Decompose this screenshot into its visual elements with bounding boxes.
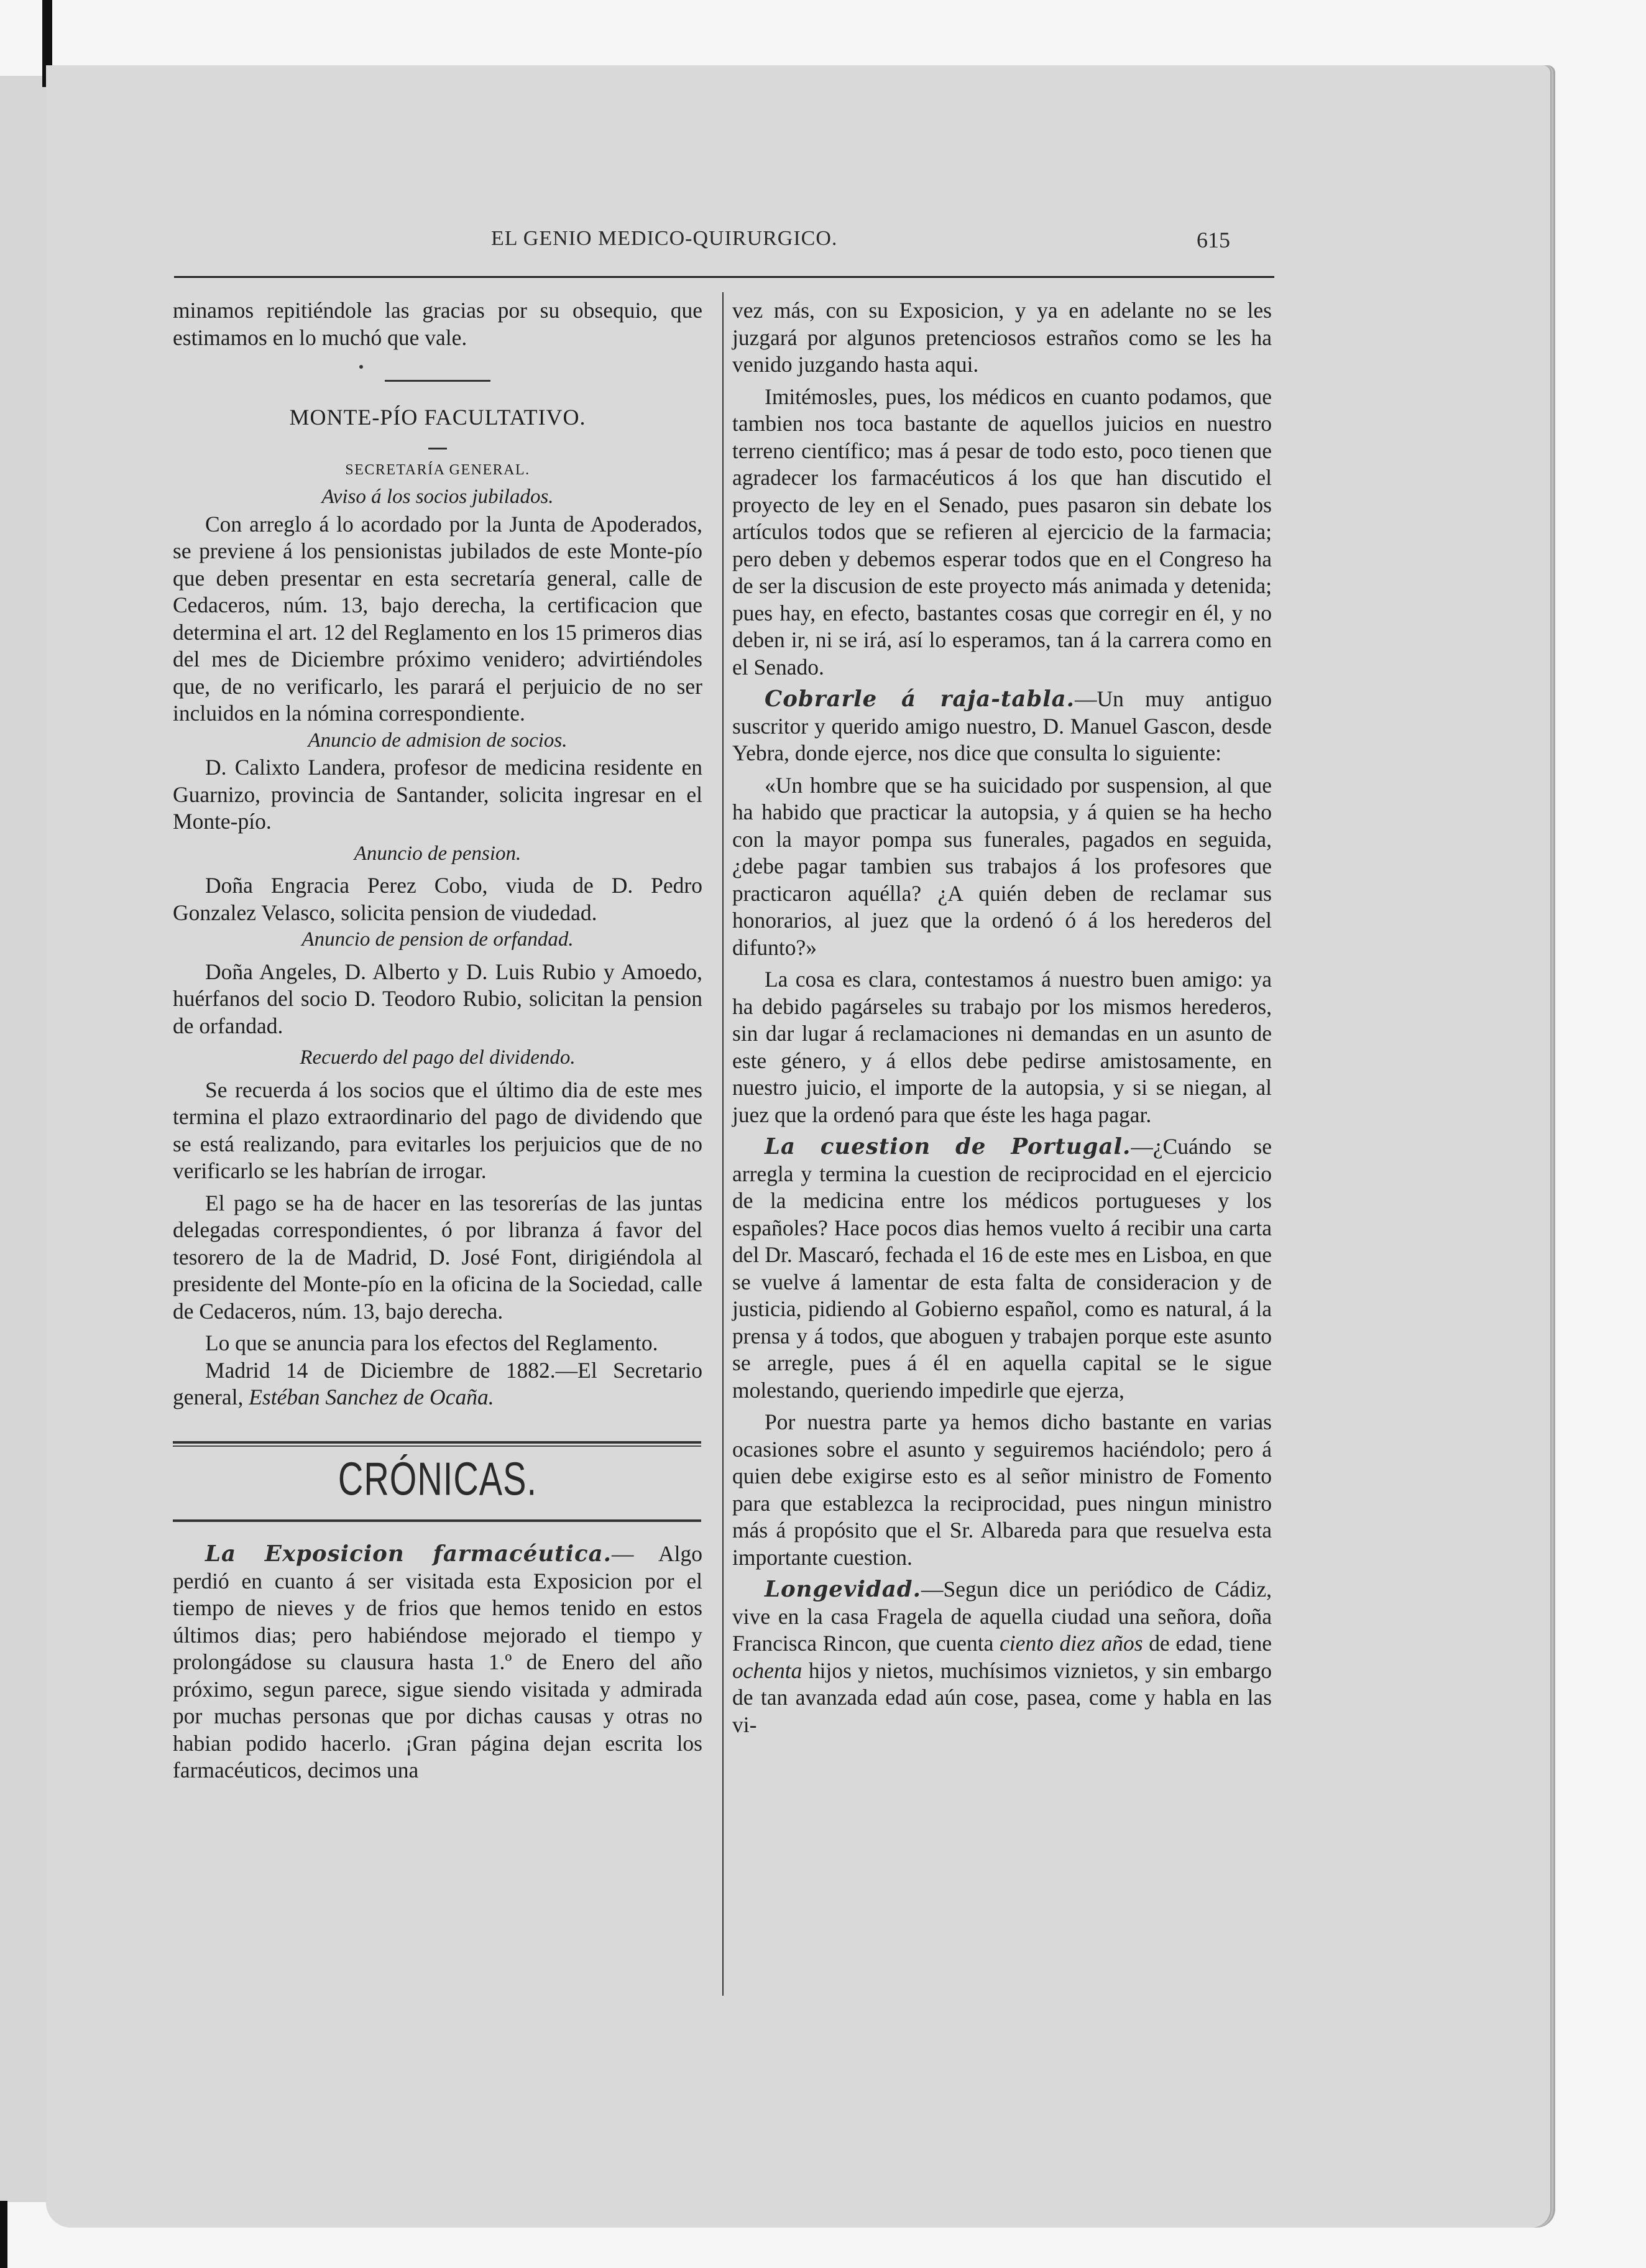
longevidad-body-2: de edad, tiene — [1143, 1631, 1272, 1656]
portugal-body: —¿Cuándo se arregla y termina la cuestion de reciprocidad en el ejercicio de la medicina entre los médicos portugueses y los españoles? Hace pocos dias hemos vuelto á recibir una carta del Dr. Mascaró, fechada el 16 de este mes en Lisboa, en que se vuelve á lamentar de esta falta de consideracion y de justicia, pidiendo al Gobierno español, como es natural, á la prensa y á todos, que aboguen y trabajen porque este asunto se arregle, pues á él en aquella capital se le sigue molestando, queriendo impedirle que ejerza, — [732, 1134, 1272, 1403]
portugal-rubric: La cuestion de Portugal. — [765, 1134, 1131, 1159]
cobrarle-rubric: Cobrarle á raja-tabla. — [765, 686, 1075, 712]
binding-spine-bottom — [0, 2201, 7, 2268]
longevidad-paragraph — [732, 1576, 1272, 1738]
signature-paragraph — [173, 1357, 702, 1411]
cobrarle-answer: La cosa es clara, contestamos á nuestro buen amigo: ya ha debido pagárseles su trabajo por los mismos herederos, sin dar lugar á reclamaciones ni demandas en un asunto de este género, y á ellos debe pedirse amistosamente, en nuestro juicio, el importe de la autopsia, y si se niegan, al juez que la ordenó para que éste les haga pagar. — [732, 967, 1272, 1127]
closing-paragraph: Lo que se anuncia para los efectos del Reglamento. — [205, 1330, 658, 1355]
admision-body: D. Calixto Landera, profesor de medicina residente en Guarnizo, provincia de Santander, solicita ingresar en el Monte-pío. — [173, 755, 702, 834]
longevidad-body-3: hijos y nietos, muchísimos viznietos, y sin embargo de tan avanzada edad aún cose, pasea, come y habla en las vi- — [732, 1657, 1272, 1737]
portugal-paragraph — [732, 1133, 1272, 1404]
portugal-follow: Por nuestra parte ya hemos dicho bastante en varias ocasiones sobre el asunto y seguiremos haciéndolo; pero á quien debe exigirse esto es al señor ministro de Fomento para que establezca la reciprocidad, pues ningun ministro más á propósito que el Sr. Albareda para que resuelva esta importante cuestion. — [732, 1409, 1272, 1570]
monte-pio-title: MONTE-PÍO FACULTATIVO. — [289, 405, 586, 430]
dividendo-heading: Recuerdo del pago del dividendo. — [300, 1046, 576, 1069]
longevidad-rubric: Longevidad. — [765, 1577, 921, 1602]
pension-heading: Anuncio de pension. — [354, 842, 522, 865]
page-number: 615 — [1197, 228, 1230, 252]
pension-body: Doña Engracia Perez Cobo, viuda de D. Pedro Gonzalez Velasco, solicita pension de viudedad. — [173, 873, 702, 925]
running-head-title: EL GENIO MEDICO-QUIRURGICO. — [491, 227, 838, 250]
orfandad-heading: Anuncio de pension de orfandad. — [301, 928, 574, 951]
exposicion-body: — Algo perdió en cuanto á ser visitada esta Exposicion por el tiempo de nieves y de frios que hemos tenido en estos últimos dias; pero habiéndose mejorado el tiempo y prolongádose su clausura hasta 1.º de Enero del año próximo, segun parece, sigue siendo visitada y admirada por muchas personas que por dichas causas y otras no habian podido hacerlo. ¡Gran página dejan escrita los farmacéuticos, decimos una — [173, 1541, 702, 1782]
continuation-paragraph: minamos repitiéndole las gracias por su obsequio, que estimamos en lo muchó que vale. — [173, 298, 702, 350]
dividendo-body-1: Se recuerda á los socios que el último dia de este mes termina el plazo extraordinario del pago de dividendo que se está realizando, para evitarles los perjuicios que de no verificarlo se les habrían de irrogar. — [173, 1077, 702, 1183]
cobrarle-body: —Un muy antiguo suscritor y querido amigo nuestro, D. Manuel Gascon, desde Yebra, donde ejerce, nos dice que consulta lo siguiente: — [732, 686, 1272, 765]
longevidad-body-1: —Segun dice un periódico de Cádiz, vive en la casa Fragela de aquella ciudad una señora, doña Francisca Rincon, que cuenta — [732, 1577, 1272, 1656]
column-divider — [722, 292, 724, 1996]
dividendo-body-2: El pago se ha de hacer en las tesorerías de las juntas delegadas correspondientes, ó por libranza á favor del tesorero de la de Madrid, D. José Font, dirigiéndola al presidente del Monte-pío en la oficina de la Sociedad, calle de Cedaceros, núm. 13, bajo derecha. — [173, 1190, 702, 1324]
longevidad-italic-2: ochenta — [732, 1657, 802, 1683]
orfandad-body: Doña Angeles, D. Alberto y D. Luis Rubio y Amoedo, huérfanos del socio D. Teodoro Rubio, solicitan la pension de orfandad. — [173, 959, 702, 1038]
previous-page-edge — [0, 76, 47, 2202]
aviso-body: Con arreglo á lo acordado por la Junta de Apoderados, se previene á los pensionistas jubilados de este Monte-pío que deben presentar en esta secretaría general, calle de Cedaceros, núm. 13, bajo derecha, la certificacion que determina el art. 12 del Reglamento en los 15 primeros dias del mes de Diciembre próximo venidero; advirtiéndoles que, de no verificarlo, les parará el perjuicio de no ser incluidos en la nómina correspondiente. — [173, 511, 702, 726]
secretaria-subtitle: SECRETARÍA GENERAL. — [345, 461, 530, 478]
admision-heading: Anuncio de admision de socios. — [308, 729, 568, 752]
header-rule — [174, 276, 1274, 278]
cobrarle-quote: «Un hombre que se ha suicidado por suspension, al que ha habido que practicar la autopsia, y á quien se ha hecho con la mayor pompa sus funerales, pagados en seguida, ¿debe pagar tambien sus trabajos á los profesores que practicaron aquélla? ¿A quién deben de reclamar sus honorarios, al juez que la ordenó ó á los herederos del difunto?» — [732, 772, 1272, 960]
double-separator-rule — [173, 1441, 701, 1447]
signature-name: Estéban Sanchez de Ocaña. — [249, 1385, 494, 1409]
exposicion-paragraph — [173, 1541, 702, 1784]
exposicion-continuation: vez más, con su Exposicion, y ya en adelante no se les juzgará por algunos pretenciosos estraños como se les ha venido juzgando hasta aqui. — [732, 298, 1272, 377]
aviso-heading: Aviso á los socios jubilados. — [321, 486, 554, 508]
cronicas-heading: CRÓNICAS. — [338, 1452, 538, 1505]
signature-prefix: Madrid 14 de Diciembre de 1882.—El Secretario general, — [173, 1357, 702, 1409]
right-column — [732, 297, 1272, 1738]
cobrarle-paragraph — [732, 686, 1272, 767]
exposicion-rubric: La Exposicion farmacéutica. — [205, 1541, 612, 1567]
imitemosles-paragraph: Imitémosles, pues, los médicos en cuanto podamos, que tambien nos toca bastante de aquellos juicios en nuestro terreno científico; mas á pesar de todo esto, poco tienen que agradecer los farmacéuticos á los que han discutido el proyecto de ley en el Senado, pues pasaron sin debate los artículos todos que se refieren al ejercicio de la farmacia; pero deben y debemos esperar todos que en el Congreso ha de ser la discusion de este proyecto más animada y detenida; pues hay, en efecto, bastantes cosas que corregir en él, y no deben ir, ni se irá, así lo esperamos, tan á la carrera como en el Senado. — [732, 384, 1272, 680]
longevidad-italic-1: ciento diez años — [1000, 1631, 1143, 1656]
left-column — [173, 297, 702, 1784]
